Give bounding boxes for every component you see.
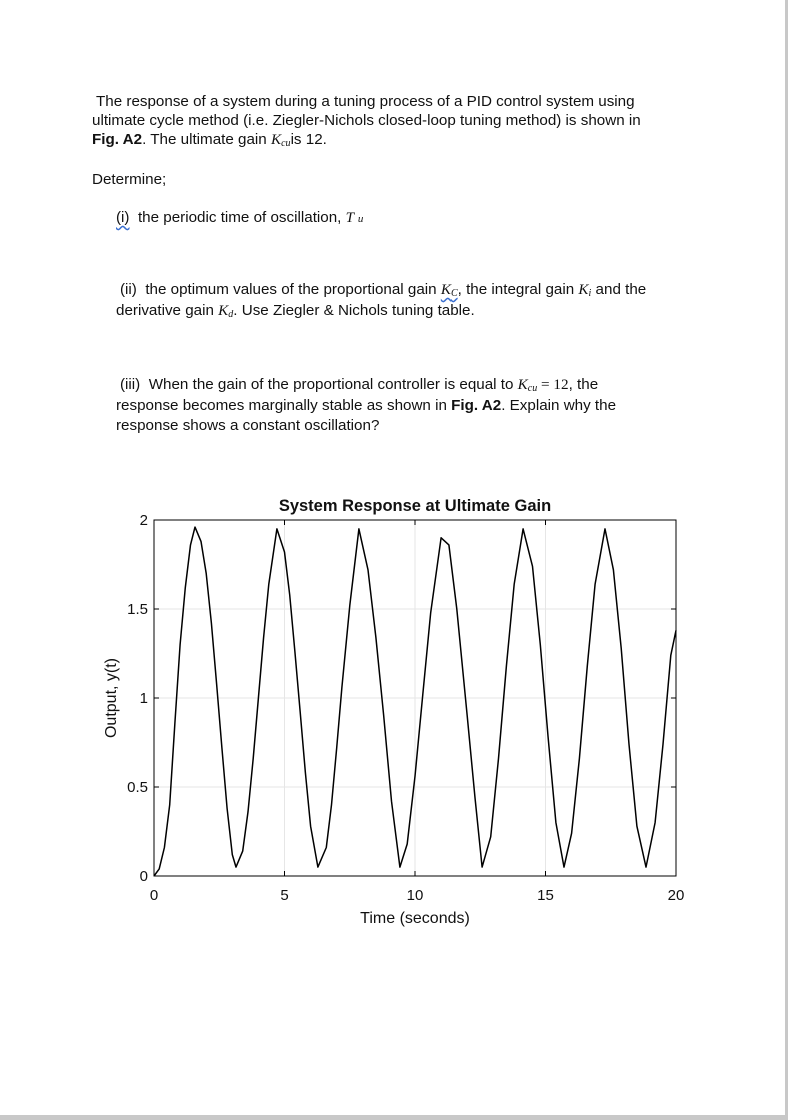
fig-ref: Fig. A2 [92, 131, 143, 148]
y-tick-label: 1 [139, 690, 148, 707]
tu-symbol: T u [345, 209, 364, 226]
x-tick-label: 0 [149, 887, 159, 904]
question-iii-line-2: response becomes marginally stable as shown in Fig. A2. Explain why the [116, 397, 617, 414]
intro-line-1: The response of a system during a tuning process of a PID control system using [96, 93, 635, 110]
kcu-symbol: $K_{cu}$ [517, 376, 538, 394]
fig-ref: Fig. A2 [451, 397, 502, 414]
kd-symbol: $K_d$ [218, 302, 234, 320]
x-tick-label: 5 [280, 887, 289, 904]
y-tick-label: 0 [139, 868, 148, 885]
question-iii-line-3: response shows a constant oscillation? [116, 417, 380, 434]
kc-symbol: $K_C$ [440, 281, 458, 299]
question-iii-line-1: (iii) When the gain of the proportional controller is equal to $K_{cu} = 12$, the [120, 376, 599, 394]
determine-heading: Determine; [92, 171, 167, 188]
question-ii-line-2: derivative gain $K_d$. Use Ziegler & Nichols tuning table. [116, 302, 475, 320]
x-tick-label: 15 [537, 887, 554, 904]
question-i: (i) the periodic time of oscillation, T u [116, 209, 364, 226]
chart-x-axis-label: Time (seconds) [360, 910, 470, 927]
question-ii-line-1: (ii) the optimum values of the proportional gain $K_C$, the integral gain $K_i$ and the [120, 281, 647, 299]
chart-title: System Response at Ultimate Gain [278, 497, 552, 515]
y-tick-label: 2 [139, 512, 148, 529]
x-tick-label: 20 [667, 887, 685, 904]
question-i-label: (i) [116, 209, 130, 226]
kcu-symbol: $K_{cu}$ [270, 131, 291, 149]
y-tick-label: 0.5 [127, 779, 148, 796]
chart-y-axis-label: Output, y(t) [103, 657, 120, 739]
x-tick-label: 10 [406, 887, 424, 904]
question-iii-label: (iii) [120, 376, 141, 393]
y-tick-label: 1.5 [127, 601, 148, 618]
intro-line-3: Fig. A2. The ultimate gain $K_{cu}is$ 12. [92, 131, 327, 149]
intro-line-2: ultimate cycle method (i.e. Ziegler-Nichols closed-loop tuning method) is shown in [92, 112, 641, 129]
ki-symbol: $K_i$ [578, 281, 592, 299]
chart-ticks [127, 512, 684, 904]
question-ii-label: (ii) [120, 281, 137, 298]
